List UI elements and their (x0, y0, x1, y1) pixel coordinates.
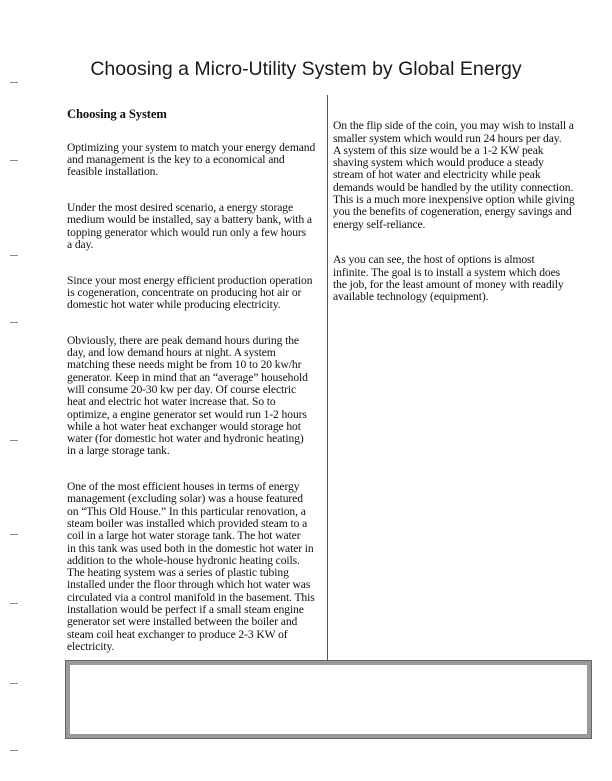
scan-mark (10, 160, 18, 161)
scan-mark (10, 683, 18, 684)
scan-mark (10, 82, 18, 83)
left-column (67, 96, 332, 676)
column-divider (327, 95, 328, 665)
scan-mark (10, 255, 18, 256)
paragraph: Since your most energy efficient production operation is cogeneration, concentrate on producing hot air or domestic hot water while producing electricity. (67, 273, 313, 312)
section-heading: Choosing a System (67, 107, 167, 122)
scan-mark (10, 534, 18, 535)
paragraph: Obviously, there are peak demand hours during the day, and low demand hours at night. A system matching these needs might be from 10 to 20 kw/hr generator. Keep in mind that an “average” household will consume 20-30 kw per day. Of course electric heat and electric hot water increase that. So to optimize, a engine generator set would run 1-2 hours while a hot water heat exchanger would storage hot water (for domestic hot water and hydronic heating) in a large storage tank. (67, 333, 308, 458)
right-column (333, 108, 595, 327)
paragraph: Under the most desired scenario, a energy storage medium would be installed, say a battery bank, with a topping generator which would run only a few hours a day. (67, 201, 312, 251)
empty-bordered-box (66, 661, 591, 738)
paragraph: Optimizing your system to match your energy demand and management is the key to a economical and feasible installation. (67, 140, 316, 179)
document-title: Choosing a Micro-Utility System by Global Energy (90, 58, 522, 80)
scan-mark (10, 440, 18, 441)
scan-mark (10, 322, 18, 323)
paragraph: One of the most efficient houses in terms of energy management (excluding solar) was a house featured on “This Old House.” In this particular renovation, a steam boiler was installed which provided steam to a coil in a large hot water storage tank. The hot water in this tank was used both in the domestic hot water in addition to the whole-house hydronic heating coils. The heating system was a series of plastic tubing installed under the floor through which hot water was circulated via a control manifold in the basement. This installation would be perfect if a small steam engine generator set were installed between the boiler and steam coil heat exchanger to produce 2-3 KW of electricity. (67, 480, 315, 653)
paragraph: On the flip side of the coin, you may wish to install a smaller system which would run 24 hours per day. A system of this size would be a 1-2 KW peak shaving system which would produce a steady stream of hot water and electricity while peak demands would be handled by the utility connection. This is a much more inexpensive option while giving you the benefits of cogeneration, energy savings and energy self-reliance. (333, 119, 575, 231)
paragraph: As you can see, the host of options is almost infinite. The goal is to install a system which does the job, for the least amount of money with readily available technology (equipment). (333, 253, 564, 304)
scan-mark (10, 603, 18, 604)
scan-mark (10, 750, 18, 751)
